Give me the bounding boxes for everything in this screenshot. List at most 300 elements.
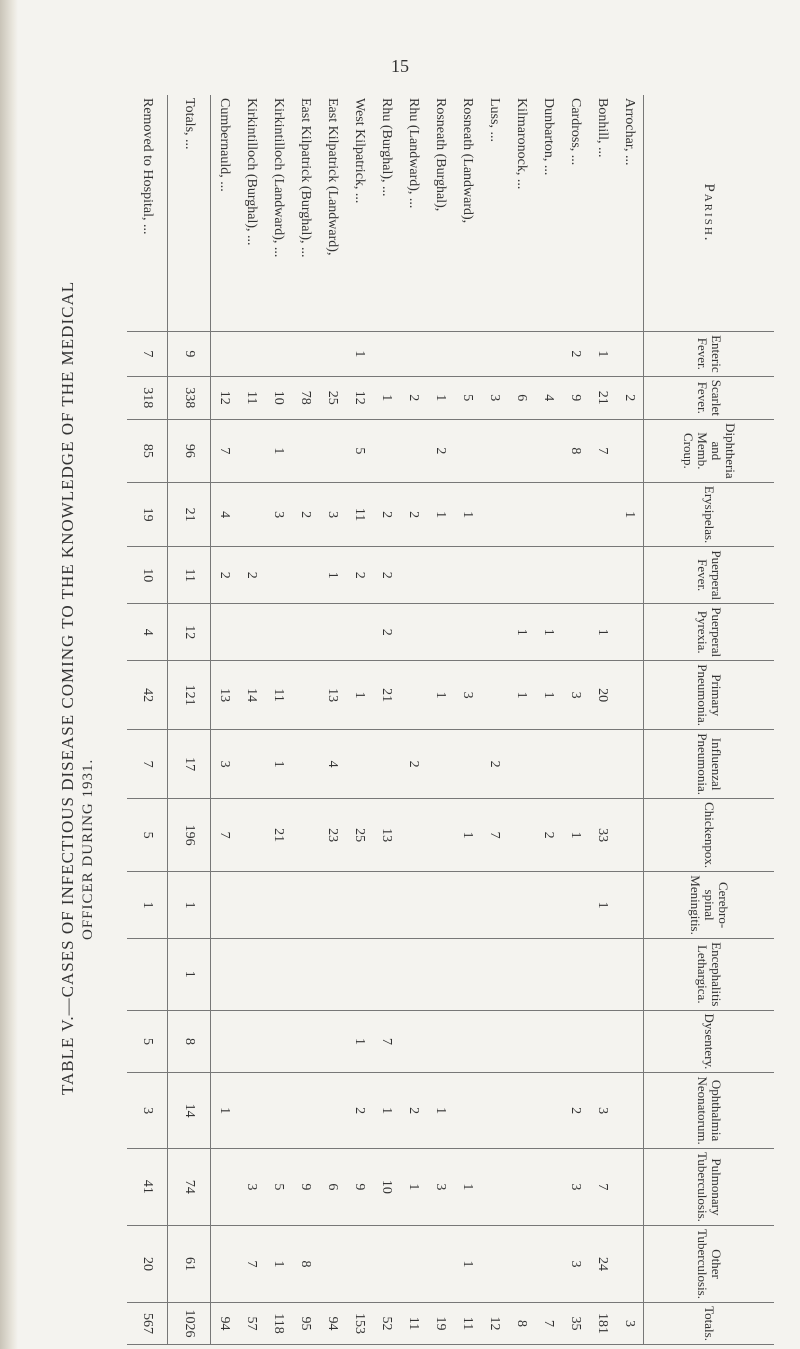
table-cell: 2	[562, 332, 589, 377]
table-cell	[616, 1073, 644, 1148]
column-header: Encephalitis Lethargica.	[644, 939, 775, 1011]
table-cell: 1	[427, 661, 454, 730]
table-cell: 74	[168, 1148, 211, 1225]
parish-name: Cumbernauld, ...	[211, 95, 239, 332]
table-cell: 12	[346, 376, 373, 419]
table-row	[373, 95, 400, 1345]
table-cell	[481, 872, 508, 939]
table-cell	[319, 1226, 346, 1303]
table-cell: 61	[168, 1226, 211, 1303]
table-cell	[211, 1226, 239, 1303]
table-cell: 3	[562, 661, 589, 730]
table-cell	[292, 1010, 319, 1073]
table-cell	[373, 1226, 400, 1303]
table-cell: 94	[319, 1303, 346, 1345]
table-cell	[427, 799, 454, 872]
parish-name: Kirkintilloch (Landward), ...	[265, 95, 292, 332]
parish-name: Cardross, ...	[562, 95, 589, 332]
table-cell	[400, 604, 427, 661]
column-header: Diphtheria and Memb. Croup.	[644, 419, 775, 482]
table-cell	[616, 332, 644, 377]
column-header: Primary Pneumonia.	[644, 661, 775, 730]
table-cell	[373, 872, 400, 939]
table-cell: 1	[265, 1226, 292, 1303]
table-cell	[400, 799, 427, 872]
table-cell: 1	[535, 604, 562, 661]
table-cell	[400, 939, 427, 1011]
table-cell: 4	[211, 482, 239, 546]
table-cell	[292, 419, 319, 482]
table-cell: 1	[346, 661, 373, 730]
table-row	[211, 95, 239, 1345]
table-cell: 3	[127, 1073, 168, 1148]
table-cell	[562, 939, 589, 1011]
table-cell	[562, 482, 589, 546]
table-cell: 3	[454, 661, 481, 730]
table-cell: 8	[292, 1226, 319, 1303]
table-cell	[292, 730, 319, 799]
table-cell: 9	[562, 376, 589, 419]
table-cell	[427, 604, 454, 661]
table-cell	[265, 547, 292, 604]
table-cell	[481, 661, 508, 730]
table-cell	[292, 332, 319, 377]
table-cell: 3	[265, 482, 292, 546]
table-cell: 118	[265, 1303, 292, 1345]
table-cell: 121	[168, 661, 211, 730]
table-cell	[292, 604, 319, 661]
table-cell	[508, 730, 535, 799]
parish-name: East Kilpatrick (Landward),	[319, 95, 346, 332]
table-cell	[238, 939, 265, 1011]
table-cell: 35	[562, 1303, 589, 1345]
table-cell	[400, 1010, 427, 1073]
table-cell	[292, 799, 319, 872]
table-cell: 12	[481, 1303, 508, 1345]
table-cell: 17	[168, 730, 211, 799]
table-cell: 5	[454, 376, 481, 419]
table-cell	[319, 419, 346, 482]
table-cell	[319, 939, 346, 1011]
table-cell	[616, 661, 644, 730]
table-cell	[292, 872, 319, 939]
table-cell	[508, 482, 535, 546]
table-cell: 7	[127, 332, 168, 377]
table-cell	[508, 1148, 535, 1225]
table-cell: 94	[211, 1303, 239, 1345]
parish-name: Rhu (Burghal), ...	[373, 95, 400, 332]
table-cell: 2	[535, 799, 562, 872]
table-cell: 4	[319, 730, 346, 799]
column-header-parish: Parish.	[644, 95, 775, 332]
table-cell	[535, 482, 562, 546]
table-cell: 318	[127, 376, 168, 419]
column-header: Cerebro-spinal Meningitis.	[644, 872, 775, 939]
table-cell	[616, 730, 644, 799]
parish-name: Kilmaronock, ...	[508, 95, 535, 332]
table-cell	[535, 872, 562, 939]
table-cell	[211, 939, 239, 1011]
table-cell: 33	[589, 799, 616, 872]
table-cell	[562, 730, 589, 799]
table-row	[589, 95, 616, 1345]
table-cell	[616, 604, 644, 661]
table-cell	[481, 1148, 508, 1225]
table-cell: 2	[400, 1073, 427, 1148]
table-cell: 3	[589, 1073, 616, 1148]
column-header: Totals.	[644, 1303, 775, 1345]
table-cell: 1	[427, 1073, 454, 1148]
table-cell: 7	[481, 799, 508, 872]
binding-shadow	[0, 0, 18, 1349]
column-header: Pulmonary Tuberculosis.	[644, 1148, 775, 1225]
table-cell: 3	[616, 1303, 644, 1345]
table-cell: 11	[168, 547, 211, 604]
parish-name: Rosneath (Burghal),	[427, 95, 454, 332]
table-cell: 4	[535, 376, 562, 419]
table-cell	[346, 604, 373, 661]
column-header: Chickenpox.	[644, 799, 775, 872]
table-cell: 7	[211, 799, 239, 872]
table-cell: 1	[508, 604, 535, 661]
table-cell: 2	[373, 482, 400, 546]
infectious-disease-table	[140, 95, 774, 1345]
table-cell	[589, 730, 616, 799]
table-row	[319, 95, 346, 1345]
table-cell	[265, 332, 292, 377]
table-cell	[373, 939, 400, 1011]
table-cell	[535, 939, 562, 1011]
table-cell	[238, 1073, 265, 1148]
table-cell: 11	[346, 482, 373, 546]
table-cell	[265, 939, 292, 1011]
table-cell	[589, 547, 616, 604]
table-caption	[58, 280, 98, 1095]
table-cell: 2	[616, 376, 644, 419]
table-cell: 5	[127, 799, 168, 872]
table-cell: 2	[427, 419, 454, 482]
table-cell	[265, 604, 292, 661]
table-cell	[508, 1073, 535, 1148]
table-cell: 57	[238, 1303, 265, 1345]
table-cell: 2	[481, 730, 508, 799]
table-cell	[481, 1226, 508, 1303]
table-cell: 3	[481, 376, 508, 419]
table-cell: 1	[265, 419, 292, 482]
column-header: Ophthalmia Neonatorum.	[644, 1073, 775, 1148]
table-cell	[508, 939, 535, 1011]
table-cell	[508, 799, 535, 872]
table-cell: 1	[454, 482, 481, 546]
table-row	[292, 95, 319, 1345]
table-cell: 1	[535, 661, 562, 730]
table-cell	[211, 1148, 239, 1225]
table-cell: 21	[373, 661, 400, 730]
column-header: Scarlet Fever.	[644, 376, 775, 419]
table-cell	[481, 547, 508, 604]
table-cell: 7	[127, 730, 168, 799]
table-cell	[481, 939, 508, 1011]
table-row	[346, 95, 373, 1345]
table-cell	[319, 872, 346, 939]
table-cell: 10	[373, 1148, 400, 1225]
table-cell	[508, 1226, 535, 1303]
table-cell: 13	[319, 661, 346, 730]
table-row	[400, 95, 427, 1345]
table-cell	[454, 332, 481, 377]
table-cell: 7	[238, 1226, 265, 1303]
table-cell	[400, 332, 427, 377]
table-cell	[481, 1073, 508, 1148]
table-cell: 196	[168, 799, 211, 872]
table-row	[238, 95, 265, 1345]
table-cell	[616, 872, 644, 939]
table-cell: 2	[400, 730, 427, 799]
removed-to-hospital-row	[127, 95, 168, 1345]
page-number: 15	[391, 56, 409, 76]
table-cell	[238, 332, 265, 377]
parish-name: Dunbarton, ...	[535, 95, 562, 332]
table-cell: 2	[346, 1073, 373, 1148]
table-cell	[562, 872, 589, 939]
table-row	[616, 95, 644, 1345]
table-cell: 1	[346, 332, 373, 377]
table-cell: 1026	[168, 1303, 211, 1345]
table-cell: 20	[127, 1226, 168, 1303]
table-cell: 2	[238, 547, 265, 604]
table-cell	[508, 872, 535, 939]
parish-name: East Kilpatrick (Burghal), ...	[292, 95, 319, 332]
table-cell	[508, 547, 535, 604]
table-cell: 7	[589, 419, 616, 482]
parish-name: Luss, ...	[481, 95, 508, 332]
totals-row	[168, 95, 211, 1345]
table-cell	[589, 939, 616, 1011]
table-cell	[616, 419, 644, 482]
table-body	[127, 95, 644, 1345]
parish-name: Removed to Hospital, ...	[127, 95, 168, 332]
table-cell	[400, 547, 427, 604]
table-cell: 20	[589, 661, 616, 730]
table-cell: 2	[373, 547, 400, 604]
table-row	[265, 95, 292, 1345]
column-header: Puerperal Pyrexia.	[644, 604, 775, 661]
table-cell	[400, 872, 427, 939]
table-cell	[616, 939, 644, 1011]
table-cell	[454, 604, 481, 661]
table-cell: 5	[127, 1010, 168, 1073]
table-row	[508, 95, 535, 1345]
table-cell: 41	[127, 1148, 168, 1225]
table-cell	[211, 872, 239, 939]
table-cell	[454, 547, 481, 604]
parish-name: Rosneath (Landward),	[454, 95, 481, 332]
table-cell	[427, 872, 454, 939]
table-row	[562, 95, 589, 1345]
table-cell	[535, 419, 562, 482]
table-row	[427, 95, 454, 1345]
table-cell: 7	[535, 1303, 562, 1345]
parish-name: Kirkintilloch (Burghal), ...	[238, 95, 265, 332]
table-cell: 2	[211, 547, 239, 604]
table-cell: 42	[127, 661, 168, 730]
table-cell	[535, 547, 562, 604]
column-header: Influenzal Pneumonia.	[644, 730, 775, 799]
table-cell	[562, 547, 589, 604]
table-cell: 1	[346, 1010, 373, 1073]
parish-name: Totals, ...	[168, 95, 211, 332]
table-cell: 1	[589, 872, 616, 939]
table-cell: 21	[265, 799, 292, 872]
table-cell: 6	[508, 376, 535, 419]
table-cell	[562, 1010, 589, 1073]
table-cell	[238, 1010, 265, 1073]
table-cell	[535, 1148, 562, 1225]
table-cell	[265, 872, 292, 939]
table-cell: 19	[127, 482, 168, 546]
table-cell: 2	[292, 482, 319, 546]
table-cell: 6	[319, 1148, 346, 1225]
table-cell	[427, 1010, 454, 1073]
table-cell: 7	[211, 419, 239, 482]
table-cell	[292, 547, 319, 604]
table-cell	[535, 730, 562, 799]
table-cell: 1	[373, 376, 400, 419]
table-cell	[508, 419, 535, 482]
table-cell	[346, 1226, 373, 1303]
table-cell: 1	[454, 1148, 481, 1225]
table-cell: 5	[346, 419, 373, 482]
table-cell	[481, 604, 508, 661]
table-cell: 1	[168, 939, 211, 1011]
table-cell	[427, 1226, 454, 1303]
table-cell	[211, 604, 239, 661]
table-cell: 1	[427, 482, 454, 546]
table-cell	[427, 332, 454, 377]
table-cell: 85	[127, 419, 168, 482]
table-cell	[562, 604, 589, 661]
table-cell: 9	[346, 1148, 373, 1225]
table-cell	[373, 730, 400, 799]
table-cell: 11	[400, 1303, 427, 1345]
table-cell	[616, 799, 644, 872]
table-cell	[292, 939, 319, 1011]
table-cell: 14	[238, 661, 265, 730]
table-row	[454, 95, 481, 1345]
table-cell	[292, 661, 319, 730]
table-cell	[589, 482, 616, 546]
table-cell: 21	[589, 376, 616, 419]
table-cell: 7	[589, 1148, 616, 1225]
table-cell: 1	[400, 1148, 427, 1225]
table-cell	[427, 730, 454, 799]
table-cell	[211, 332, 239, 377]
table-cell	[319, 1010, 346, 1073]
table-cell: 19	[427, 1303, 454, 1345]
table-cell: 8	[168, 1010, 211, 1073]
table-cell	[481, 332, 508, 377]
table-cell: 2	[400, 482, 427, 546]
table-cell	[616, 547, 644, 604]
table-cell	[508, 332, 535, 377]
table-cell: 3	[211, 730, 239, 799]
table-cell: 3	[319, 482, 346, 546]
table-cell	[346, 939, 373, 1011]
table-cell	[454, 1010, 481, 1073]
table-cell	[535, 1226, 562, 1303]
column-header: Other Tuberculosis.	[644, 1226, 775, 1303]
table-cell	[481, 1010, 508, 1073]
table-cell: 10	[265, 376, 292, 419]
table-cell: 2	[400, 376, 427, 419]
table-cell: 12	[168, 604, 211, 661]
table-cell	[400, 419, 427, 482]
table-cell	[616, 1010, 644, 1073]
parish-name: West Kilpatrick, ...	[346, 95, 373, 332]
table-cell	[508, 1010, 535, 1073]
table-cell: 95	[292, 1303, 319, 1345]
table-cell: 5	[265, 1148, 292, 1225]
table-cell: 8	[508, 1303, 535, 1345]
table-cell: 1	[427, 376, 454, 419]
table-cell: 13	[373, 799, 400, 872]
table-cell	[346, 872, 373, 939]
table-cell	[373, 332, 400, 377]
table-cell	[454, 872, 481, 939]
table-cell: 2	[562, 1073, 589, 1148]
table-cell: 8	[562, 419, 589, 482]
table-cell: 153	[346, 1303, 373, 1345]
table-cell: 9	[168, 332, 211, 377]
table-cell	[616, 1148, 644, 1225]
table-cell: 1	[589, 604, 616, 661]
table-cell	[265, 1073, 292, 1148]
table-cell	[238, 419, 265, 482]
table-cell: 1	[454, 1226, 481, 1303]
table-cell	[535, 1073, 562, 1148]
table-cell: 2	[346, 547, 373, 604]
table-cell: 1	[319, 547, 346, 604]
table-cell	[400, 1226, 427, 1303]
table-cell	[238, 482, 265, 546]
table-cell: 1	[454, 799, 481, 872]
table-cell: 1	[211, 1073, 239, 1148]
table-cell	[211, 1010, 239, 1073]
table-cell: 2	[373, 604, 400, 661]
parish-name: Arrochar, ...	[616, 95, 644, 332]
table-header-row	[644, 95, 775, 1345]
table-cell	[346, 730, 373, 799]
table-cell	[319, 604, 346, 661]
table-cell: 24	[589, 1226, 616, 1303]
table-cell: 9	[292, 1148, 319, 1225]
table-cell: 96	[168, 419, 211, 482]
caption-line-2: OFFICER DURING 1931.	[80, 758, 96, 940]
table-cell	[292, 1073, 319, 1148]
table-cell	[454, 730, 481, 799]
table-cell	[454, 1073, 481, 1148]
table-cell	[481, 482, 508, 546]
table-row	[481, 95, 508, 1345]
table-cell: 3	[562, 1148, 589, 1225]
table-cell: 1	[373, 1073, 400, 1148]
table-cell: 25	[319, 376, 346, 419]
table-cell: 1	[616, 482, 644, 546]
table-cell	[454, 419, 481, 482]
table-cell: 23	[319, 799, 346, 872]
table-cell	[238, 872, 265, 939]
table-cell	[616, 1226, 644, 1303]
